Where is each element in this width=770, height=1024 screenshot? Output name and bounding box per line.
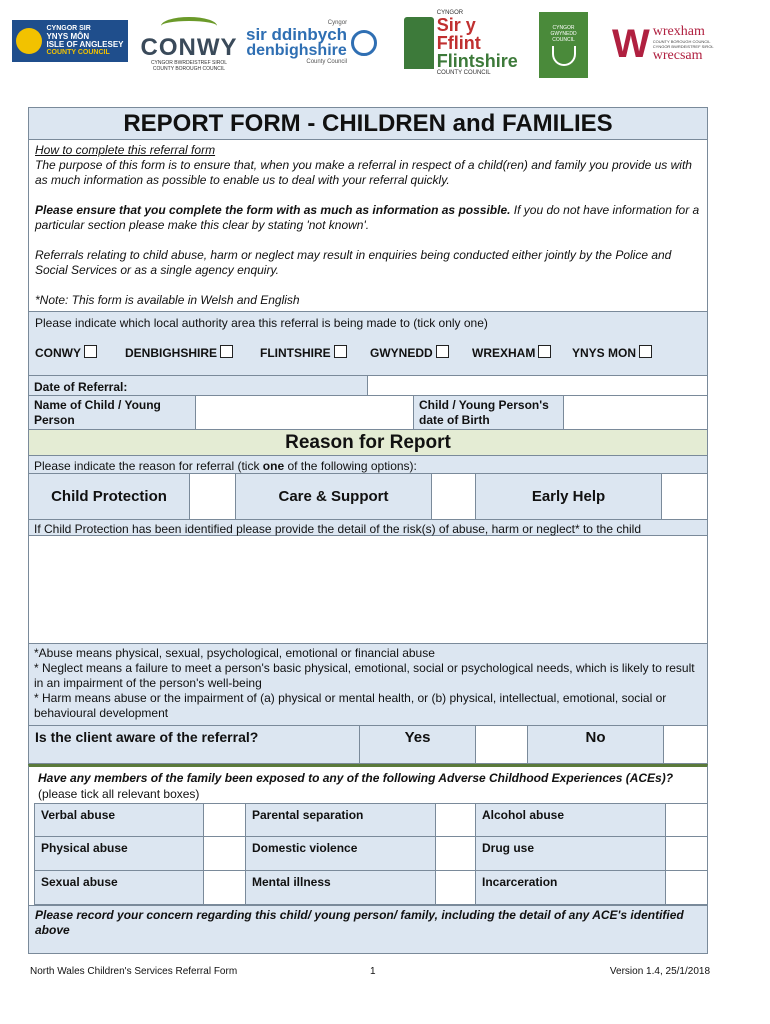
denbighshire-logo	[246, 20, 392, 66]
ace-drug-use-tick[interactable]	[666, 837, 708, 871]
cp-detail-label: If Child Protection has been identified please provide the detail of the risk(s) of abuse, harm or neglect* to the child	[34, 522, 642, 536]
intro-ensure-bold: Please ensure that you complete the form with as much as information as possible.	[35, 203, 511, 217]
intro-purpose: The purpose of this form is to ensure that, when you make a referral in respect of a child(ren) and family you provide us with as much information as possible to enable us to deal with your referral quickly.	[35, 158, 692, 187]
reason-early-help-cell	[476, 474, 662, 520]
gwynedd-logo	[539, 12, 588, 78]
ace-label: Drug use	[482, 841, 535, 855]
authority-option-label: CONWY	[35, 346, 81, 360]
ace-label: Mental illness	[252, 875, 331, 889]
checkbox-icon[interactable]	[84, 345, 97, 358]
flintshire-tower-icon	[404, 17, 434, 69]
dob-input[interactable]	[564, 396, 708, 430]
cp-detail-textarea[interactable]	[28, 536, 708, 644]
reason-prompt	[34, 459, 417, 473]
anglesey-emblem-icon	[16, 28, 42, 54]
wrexham-w-icon: W	[612, 22, 650, 66]
denbighshire-line1: sir ddinbych	[246, 25, 348, 44]
denbighshire-emblem-icon	[351, 30, 377, 56]
definition-abuse: *Abuse means physical, sexual, psychological, emotional or financial abuse	[34, 646, 435, 660]
authority-option-label: WREXHAM	[472, 346, 536, 360]
authority-option-flintshire[interactable]	[260, 345, 347, 361]
aware-yes-cell	[360, 726, 476, 764]
authority-option-denbighshire[interactable]	[125, 345, 233, 361]
intro-note: *Note: This form is available in Welsh and English	[35, 293, 300, 307]
authority-option-conwy[interactable]	[35, 345, 97, 361]
reason-child-protection-tick[interactable]	[190, 474, 236, 520]
reason-early-help-label: Early Help	[531, 488, 606, 505]
reason-prompt-pre: Please indicate the reason for referral (tick	[34, 459, 263, 473]
ace-label: Verbal abuse	[41, 808, 116, 822]
ace-label: Parental separation	[252, 808, 364, 822]
footer-page-number: 1	[370, 966, 376, 977]
form-title-bar	[28, 107, 708, 140]
definitions-section	[28, 644, 708, 726]
authority-option-wrexham[interactable]	[472, 345, 551, 361]
wrexham-logo	[612, 18, 730, 70]
reason-care-support-cell	[236, 474, 432, 520]
intro-ensure-rest: If you do not have information for a particular section please make this clear by stating 'not known'.	[35, 203, 700, 232]
footer-left: North Wales Children's Services Referral Form	[30, 966, 238, 977]
child-name-label-cell	[28, 396, 196, 430]
flintshire-cyngor: CYNGOR	[436, 9, 464, 16]
flintshire-sub: COUNTY COUNCIL	[436, 69, 491, 76]
aware-yes-label: Yes	[404, 729, 431, 746]
ace-label: Alcohol abuse	[482, 808, 565, 822]
ace-domestic-violence	[246, 837, 436, 871]
concern-section	[28, 906, 708, 954]
denbighshire-sub: County Council	[306, 59, 348, 65]
wrexham-line1: wrexham	[652, 24, 705, 39]
conwy-sub2: COUNTY BOROUGH COUNCIL	[152, 65, 226, 72]
dob-label: Child / Young Person's date of Birth	[419, 397, 549, 427]
intro-referrals: Referrals relating to child abuse, harm or neglect may result in enquiries being conducted either jointly by the Police and Social Services or as a single agency enquiry.	[35, 248, 672, 277]
ace-mental-illness-tick[interactable]	[436, 871, 476, 905]
checkbox-icon[interactable]	[220, 345, 233, 358]
definition-neglect: * Neglect means a failure to meet a person's basic physical, emotional, social or psychological needs, which is likely to result in an impairment of the person's well-being	[34, 661, 695, 690]
reason-heading-bar	[28, 430, 708, 456]
gwynedd-line1: CYNGOR	[552, 24, 575, 31]
reason-care-support-label: Care & Support	[278, 488, 389, 505]
anglesey-line3: ISLE OF ANGLESEY	[46, 40, 124, 49]
denbighshire-cyngor: Cyngor	[327, 20, 348, 26]
ace-incarceration-tick[interactable]	[666, 871, 708, 905]
conwy-wave-icon	[161, 17, 217, 35]
reason-prompt-post: of the following options):	[284, 459, 417, 473]
ace-incarceration	[476, 871, 666, 905]
ace-drug-use	[476, 837, 666, 871]
ace-sexual-abuse	[34, 871, 204, 905]
aware-no-tick[interactable]	[664, 726, 708, 764]
conwy-sub1: CYNGOR BWRDEISTREF SIROL	[150, 59, 228, 66]
date-of-referral-input[interactable]	[368, 376, 708, 396]
reason-prompt-bold: one	[262, 459, 285, 473]
checkbox-icon[interactable]	[436, 345, 449, 358]
aware-question-cell	[28, 726, 360, 764]
ace-mental-illness	[246, 871, 436, 905]
date-of-referral-label: Date of Referral:	[34, 380, 128, 394]
child-name-input[interactable]	[196, 396, 414, 430]
authority-option-label: GWYNEDD	[370, 346, 433, 360]
ace-label: Sexual abuse	[41, 875, 118, 889]
ace-label: Domestic violence	[252, 841, 358, 855]
ace-label: Physical abuse	[41, 841, 128, 855]
ace-sexual-abuse-tick[interactable]	[204, 871, 246, 905]
anglesey-line1: CYNGOR SIR	[46, 25, 91, 32]
concern-prompt: Please record your concern regarding this child/ young person/ family, including the detail of any ACE's identified above	[35, 908, 684, 937]
reason-early-help-tick[interactable]	[662, 474, 708, 520]
ace-physical-abuse-tick[interactable]	[204, 837, 246, 871]
reason-prompt-cell	[28, 456, 708, 474]
ace-physical-abuse	[34, 837, 204, 871]
anglesey-line4: COUNTY COUNCIL	[46, 49, 110, 56]
aware-yes-tick[interactable]	[476, 726, 528, 764]
flintshire-line1: Sir y Fflint	[436, 14, 481, 53]
authority-option-label: YNYS MON	[572, 346, 637, 360]
aware-no-label: No	[585, 729, 606, 746]
checkbox-icon[interactable]	[639, 345, 652, 358]
reason-care-support-tick[interactable]	[432, 474, 476, 520]
wrexham-line2: wrecsam	[652, 48, 703, 63]
flintshire-logo	[404, 9, 524, 76]
aware-no-cell	[528, 726, 664, 764]
wrexham-sub2: CYNGOR BWRDEISTREF SIROL	[652, 44, 714, 49]
gwynedd-swirl-icon	[552, 46, 576, 66]
authority-option-ynys-mon[interactable]	[572, 345, 652, 361]
reason-child-protection-cell	[28, 474, 190, 520]
authority-option-label: DENBIGHSHIRE	[125, 346, 218, 360]
intro-section	[28, 140, 708, 312]
ace-alcohol-abuse	[476, 803, 666, 837]
ace-domestic-violence-tick[interactable]	[436, 837, 476, 871]
authority-prompt: Please indicate which local authority area this referral is being made to (tick only one)	[35, 316, 488, 330]
form-title: REPORT FORM - CHILDREN and FAMILIES	[123, 109, 613, 137]
ace-label: Incarceration	[482, 875, 558, 889]
conwy-logo	[138, 12, 240, 76]
checkbox-icon[interactable]	[538, 345, 551, 358]
anglesey-line2: YNYS MÔN	[46, 32, 90, 41]
aces-hint: (please tick all relevant boxes)	[38, 787, 200, 801]
aware-question: Is the client aware of the referral?	[35, 729, 259, 745]
reason-heading: Reason for Report	[285, 431, 451, 453]
ace-verbal-abuse	[34, 803, 204, 837]
ace-parental-separation-tick[interactable]	[436, 803, 476, 837]
anglesey-logo	[12, 20, 128, 62]
conwy-name: CONWY	[140, 33, 238, 61]
authority-section	[28, 312, 708, 376]
child-name-label: Name of Child / Young Person	[34, 397, 161, 427]
authority-option-gwynedd[interactable]	[370, 345, 449, 361]
flintshire-line2: Flintshire	[436, 50, 518, 71]
intro-ensure	[35, 203, 701, 233]
footer-version: Version 1.4, 25/1/2018	[609, 966, 710, 977]
checkbox-icon[interactable]	[334, 345, 347, 358]
denbighshire-line2: denbighshire	[246, 42, 347, 59]
gwynedd-line2: GWYNEDD	[550, 30, 577, 37]
ace-parental-separation	[246, 803, 436, 837]
ace-verbal-abuse-tick[interactable]	[204, 803, 246, 837]
date-label-cell	[28, 376, 368, 396]
reason-child-protection-label: Child Protection	[51, 488, 167, 505]
aces-question: Have any members of the family been exposed to any of the following Adverse Childhood Experiences (ACEs)?	[38, 771, 674, 785]
cp-detail-label-cell	[28, 520, 708, 536]
authority-option-label: FLINTSHIRE	[260, 346, 331, 360]
gwynedd-line3: COUNCIL	[552, 36, 575, 43]
wrexham-sub1: COUNTY BOROUGH COUNCIL	[652, 39, 711, 44]
dob-label-cell	[414, 396, 564, 430]
definition-harm: * Harm means abuse or the impairment of (a) physical or mental health, or (b) physical, intellectual, emotional, social or behavioural development	[34, 691, 667, 720]
intro-heading: How to complete this referral form	[35, 143, 216, 157]
ace-alcohol-abuse-tick[interactable]	[666, 803, 708, 837]
